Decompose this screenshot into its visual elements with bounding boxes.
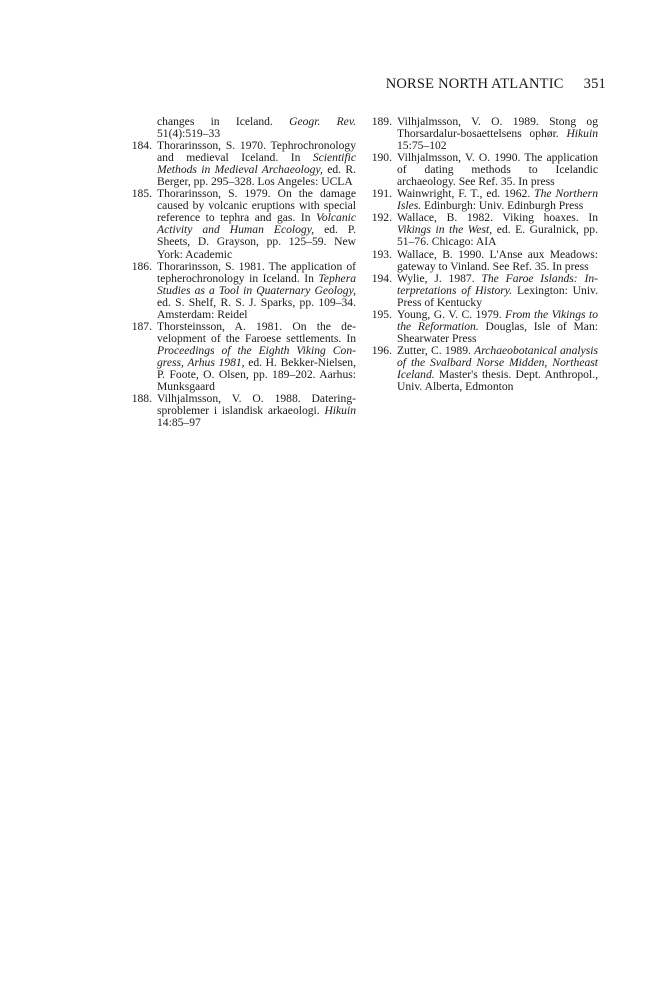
citation-text: ed. E. Guralnick, pp. 51–76. Chicago: AIA	[397, 223, 598, 249]
reference-entry	[370, 345, 598, 393]
page-number: 351	[583, 76, 606, 92]
citation-text: Thorarinsson, S. 1981. The application of tepherochronology in Iceland. In	[157, 259, 356, 285]
reference-number: 188.	[131, 392, 152, 406]
reference-number: 184.	[131, 139, 152, 153]
reference-number: 187.	[131, 319, 152, 333]
citation-text: changes in Iceland.	[157, 115, 290, 128]
citation-text: ed. R. Berger, pp. 295–328. Los Angeles: UCLA	[157, 163, 356, 189]
citation-text: Wylie, J. 1987.	[397, 271, 482, 285]
right-ref-list	[370, 116, 598, 393]
italic-title-text: Volcanic Activity and Human Ecology,	[157, 211, 356, 237]
citation-text: 14:85–97	[157, 416, 201, 430]
reference-number: 186.	[131, 259, 152, 273]
reference-entry	[370, 249, 598, 273]
citation-text: 15:75–102	[397, 139, 447, 153]
left-reference-column	[130, 116, 356, 429]
citation-text: 51(4):519–33	[157, 127, 221, 141]
citation-text: Wallace, B. 1982. Viking hoaxes. In	[397, 211, 598, 225]
citation-text: Thorarinsson, S. 1979. On the damage caused by volcanic eruptions with special reference to tephra and gas. In	[157, 187, 356, 225]
citation-text: Thorarinsson, S. 1970. Tephrochronology and medieval Iceland. In	[157, 139, 356, 165]
reference-entry	[370, 116, 598, 152]
citation-text: ed. H. Bekker-Nielsen, P. Foote, O. Olsen, pp. 189–202. Aarhus: Munksgaard	[157, 355, 357, 394]
running-head	[386, 76, 606, 93]
citation-text: Vilhjalmsson, V. O. 1988. Dateringsproblemer i islandisk arkaeologi.	[157, 392, 356, 418]
italic-title-text: Vikings in the West,	[397, 223, 493, 237]
citation-text: Wainwright, F. T., ed. 1962.	[397, 187, 535, 201]
reference-number: 195.	[371, 307, 392, 321]
italic-title-text: The Northern Isles.	[397, 187, 598, 213]
citation-text: Vilhjalmsson, V. O. 1990. The application of dating methods to Icelandic archaeology. See Ref. 35. In press	[397, 151, 598, 189]
citation-text: ed. P. Sheets, D. Grayson, pp. 125–59. New York: Academic	[157, 223, 356, 261]
italic-title-text: The Faroe Islands: Interpretations of History.	[397, 271, 598, 297]
reference-entry	[130, 261, 356, 321]
italic-title-text: Hikuin	[566, 127, 598, 141]
citation-text: Wallace, B. 1990. L'Anse aux Meadows: gateway to Vinland. See Ref. 35. In press	[397, 247, 598, 273]
citation-text: Young, G. V. C. 1979.	[397, 307, 506, 321]
italic-title-text: Tephera Studies as a Tool in Quaternary Geology,	[157, 271, 356, 297]
citation-text: Thorsteinsson, A. 1981. On the development of the Faroese settlements. In	[157, 319, 356, 345]
reference-number: 193.	[371, 247, 392, 261]
reference-number: 192.	[371, 211, 392, 225]
reference-entry	[130, 321, 356, 393]
citation-text: Master's thesis. Dept. Anthropol., Univ. Alberta, Edmonton	[397, 367, 598, 394]
citation-text: ed. S. Shelf, R. S. J. Sparks, pp. 109–34. Amsterdam: Reidel	[157, 295, 356, 321]
reference-number: 194.	[371, 271, 392, 285]
reference-entry	[130, 188, 356, 260]
continued-reference	[130, 116, 356, 140]
reference-number: 191.	[371, 187, 392, 201]
reference-number: 196.	[371, 343, 392, 357]
italic-title-text: Hikuin	[324, 404, 356, 418]
italic-title-text: Geogr. Rev.	[289, 115, 356, 128]
citation-text: Lexington: Univ. Press of Kentucky	[397, 283, 598, 309]
citation-text: Vilhjalmsson, V. O. 1989. Stong og Thorsardalur-bosaettelsens ophør.	[397, 115, 598, 141]
citation-text: Zutter, C. 1989.	[397, 343, 475, 357]
italic-title-text: From the Vikings to the Reformation.	[397, 307, 598, 333]
reference-entry	[370, 273, 598, 309]
italic-title-text: Proceedings of the Eighth Viking Congress, Arhus 1981,	[157, 343, 356, 369]
reference-entry	[130, 393, 356, 429]
reference-number: 185.	[131, 187, 152, 201]
reference-number: 189.	[371, 115, 392, 128]
reference-entry	[370, 309, 598, 345]
italic-title-text: Scientific Methods in Medieval Archaeology,	[157, 151, 356, 177]
reference-number: 190.	[371, 151, 392, 165]
italic-title-text: Archaeobotanical analysis of the Svalbard Norse Midden, Northeast Iceland.	[397, 343, 598, 381]
reference-entry	[370, 212, 598, 248]
reference-entry	[370, 188, 598, 212]
right-reference-column	[370, 116, 598, 393]
reference-entry	[370, 152, 598, 188]
left-ref-list	[130, 140, 356, 429]
reference-entry	[130, 140, 356, 188]
journal-section-title: NORSE NORTH ATLANTIC	[385, 76, 564, 92]
citation-text: Douglas, Isle of Man: Shearwater Press	[397, 319, 598, 345]
citation-text: Edinburgh: Univ. Edinburgh Press	[421, 199, 584, 213]
